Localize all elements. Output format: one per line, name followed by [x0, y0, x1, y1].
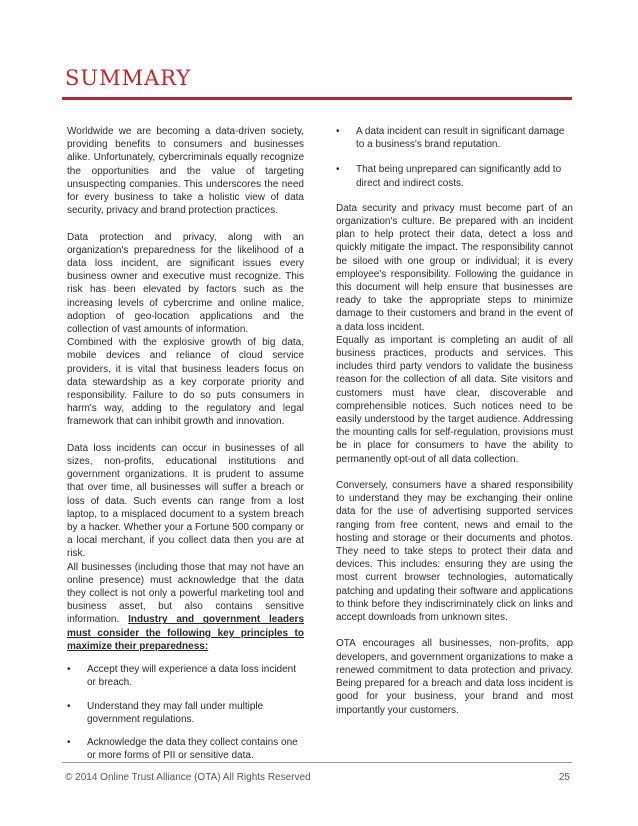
- principles-list-continued: [336, 125, 573, 190]
- bullet-icon: •: [336, 164, 340, 176]
- bullet-icon: •: [336, 126, 340, 137]
- paragraph: Combined with the explosive growth of big data, mobile devices and reliance of cloud service providers, it is vital that business leaders focus on data stewardship as a key corporate priority and responsibility. Failure to do so puts consumers in harm's way, adding to the regulatory and legal framework that can inhibit growth and innovation.: [67, 337, 304, 428]
- paragraph: Conversely, consumers have a shared responsibility to understand they may be exchanging their online data for the use of advertising supported services ranging from free content, news and email to the hosting and storage or their documents and photos. They need to take steps to protect their data and devices. This includes: ensuring they are using the most current browser technologies, automatically patching and updating their software and applications to think before they indiscriminately click on links and accept downloads from unknown sites.: [336, 480, 573, 624]
- list-item: [67, 700, 304, 726]
- bullet-icon: •: [67, 736, 71, 748]
- principles-list: [67, 663, 304, 762]
- right-column: [336, 125, 573, 717]
- title-divider: [62, 97, 572, 100]
- list-item: [336, 163, 573, 189]
- paragraph: Data protection and privacy, along with an organization's preparedness for the likelihood of a data loss incident, are significant issues every business owner and executive must recognize. This risk has been elevated by factors such as the increasing levels of cybercrime and online malice, adoption of geo-location applications and the collection of vast amounts of information.: [67, 231, 304, 336]
- paragraph: Equally as important is completing an audit of all business practices, products and services. This includes third party vendors to validate the business reason for the collection of all data. Site visitors and customers must have clear, discoverable and comprehensible notices. Such notices need to be easily understood by the target audience. Addressing the mounting calls for self-regulation, provisions must be in place for consumers to have the ability to permanently opt-out of all data collection.: [336, 334, 573, 465]
- list-item: [67, 663, 304, 689]
- page-number: 25: [558, 772, 570, 783]
- page-title: SUMMARY: [65, 66, 192, 90]
- footer-divider: [62, 762, 572, 763]
- footer-copyright: © 2014 Online Trust Alliance (OTA) All Rights Reserved: [65, 772, 311, 783]
- list-item-text: Accept they will experience a data loss incident or breach.: [87, 664, 297, 689]
- list-item-text: That being unprepared can significantly add to direct and indirect costs.: [356, 164, 562, 189]
- paragraph: [67, 561, 304, 653]
- emphasis-text: Industry and government leaders must consider the following key principles to maximize their preparedness:: [67, 614, 305, 652]
- paragraph: OTA encourages all businesses, non-profits, app developers, and government organizations to make a renewed commitment to data protection and privacy. Being prepared for a breach and data loss incident is good for your business, your brand and most importantly your customers.: [336, 638, 573, 716]
- list-item-text: Acknowledge the data they collect contains one or more forms of PII or sensitive data.: [87, 736, 298, 762]
- list-item-text: A data incident can result in significant damage to a business's brand reputation.: [356, 126, 565, 151]
- list-item: [336, 125, 573, 151]
- bullet-icon: •: [67, 700, 71, 712]
- paragraph-text: All businesses (including those that may not have an online presence) must acknowledge that the data they collect is not only a powerful marketing tool and business asset, but also contains sensitive information.: [67, 561, 304, 626]
- bullet-icon: •: [67, 664, 71, 676]
- list-item: [67, 736, 304, 762]
- paragraph: Data security and privacy must become part of an organization's culture. Be prepared with an incident plan to help protect their data, detect a loss and quickly mitigate the impact. The responsibility cannot be siloed with one group or individual; it is every employee's responsibility. Following the guidance in this document will help ensure that businesses are ready to take the appropriate steps to minimize damage to their customers and brand in the event of a data loss incident.: [336, 202, 573, 333]
- list-item-text: Understand they may fall under multiple government regulations.: [87, 700, 264, 725]
- left-column: [67, 125, 304, 772]
- paragraph: Data loss incidents can occur in businesses of all sizes, non-profits, educational institutions and government organizations. It is prudent to assume that over time, all businesses will suffer a breach or loss of data. Such events can range from a lost laptop, to a misplaced document to a system breach by a hacker. Whether your a Fortune 500 company or a local merchant, if you collect data then you are at risk.: [67, 442, 304, 560]
- paragraph: Worldwide we are becoming a data-driven society, providing benefits to consumers and businesses alike. Unfortunately, cybercriminals equally recognize the opportunities and the value of targeting unsuspecting companies. This underscores the need for every business to take a holistic view of data security, privacy and brand protection practices.: [67, 126, 304, 217]
